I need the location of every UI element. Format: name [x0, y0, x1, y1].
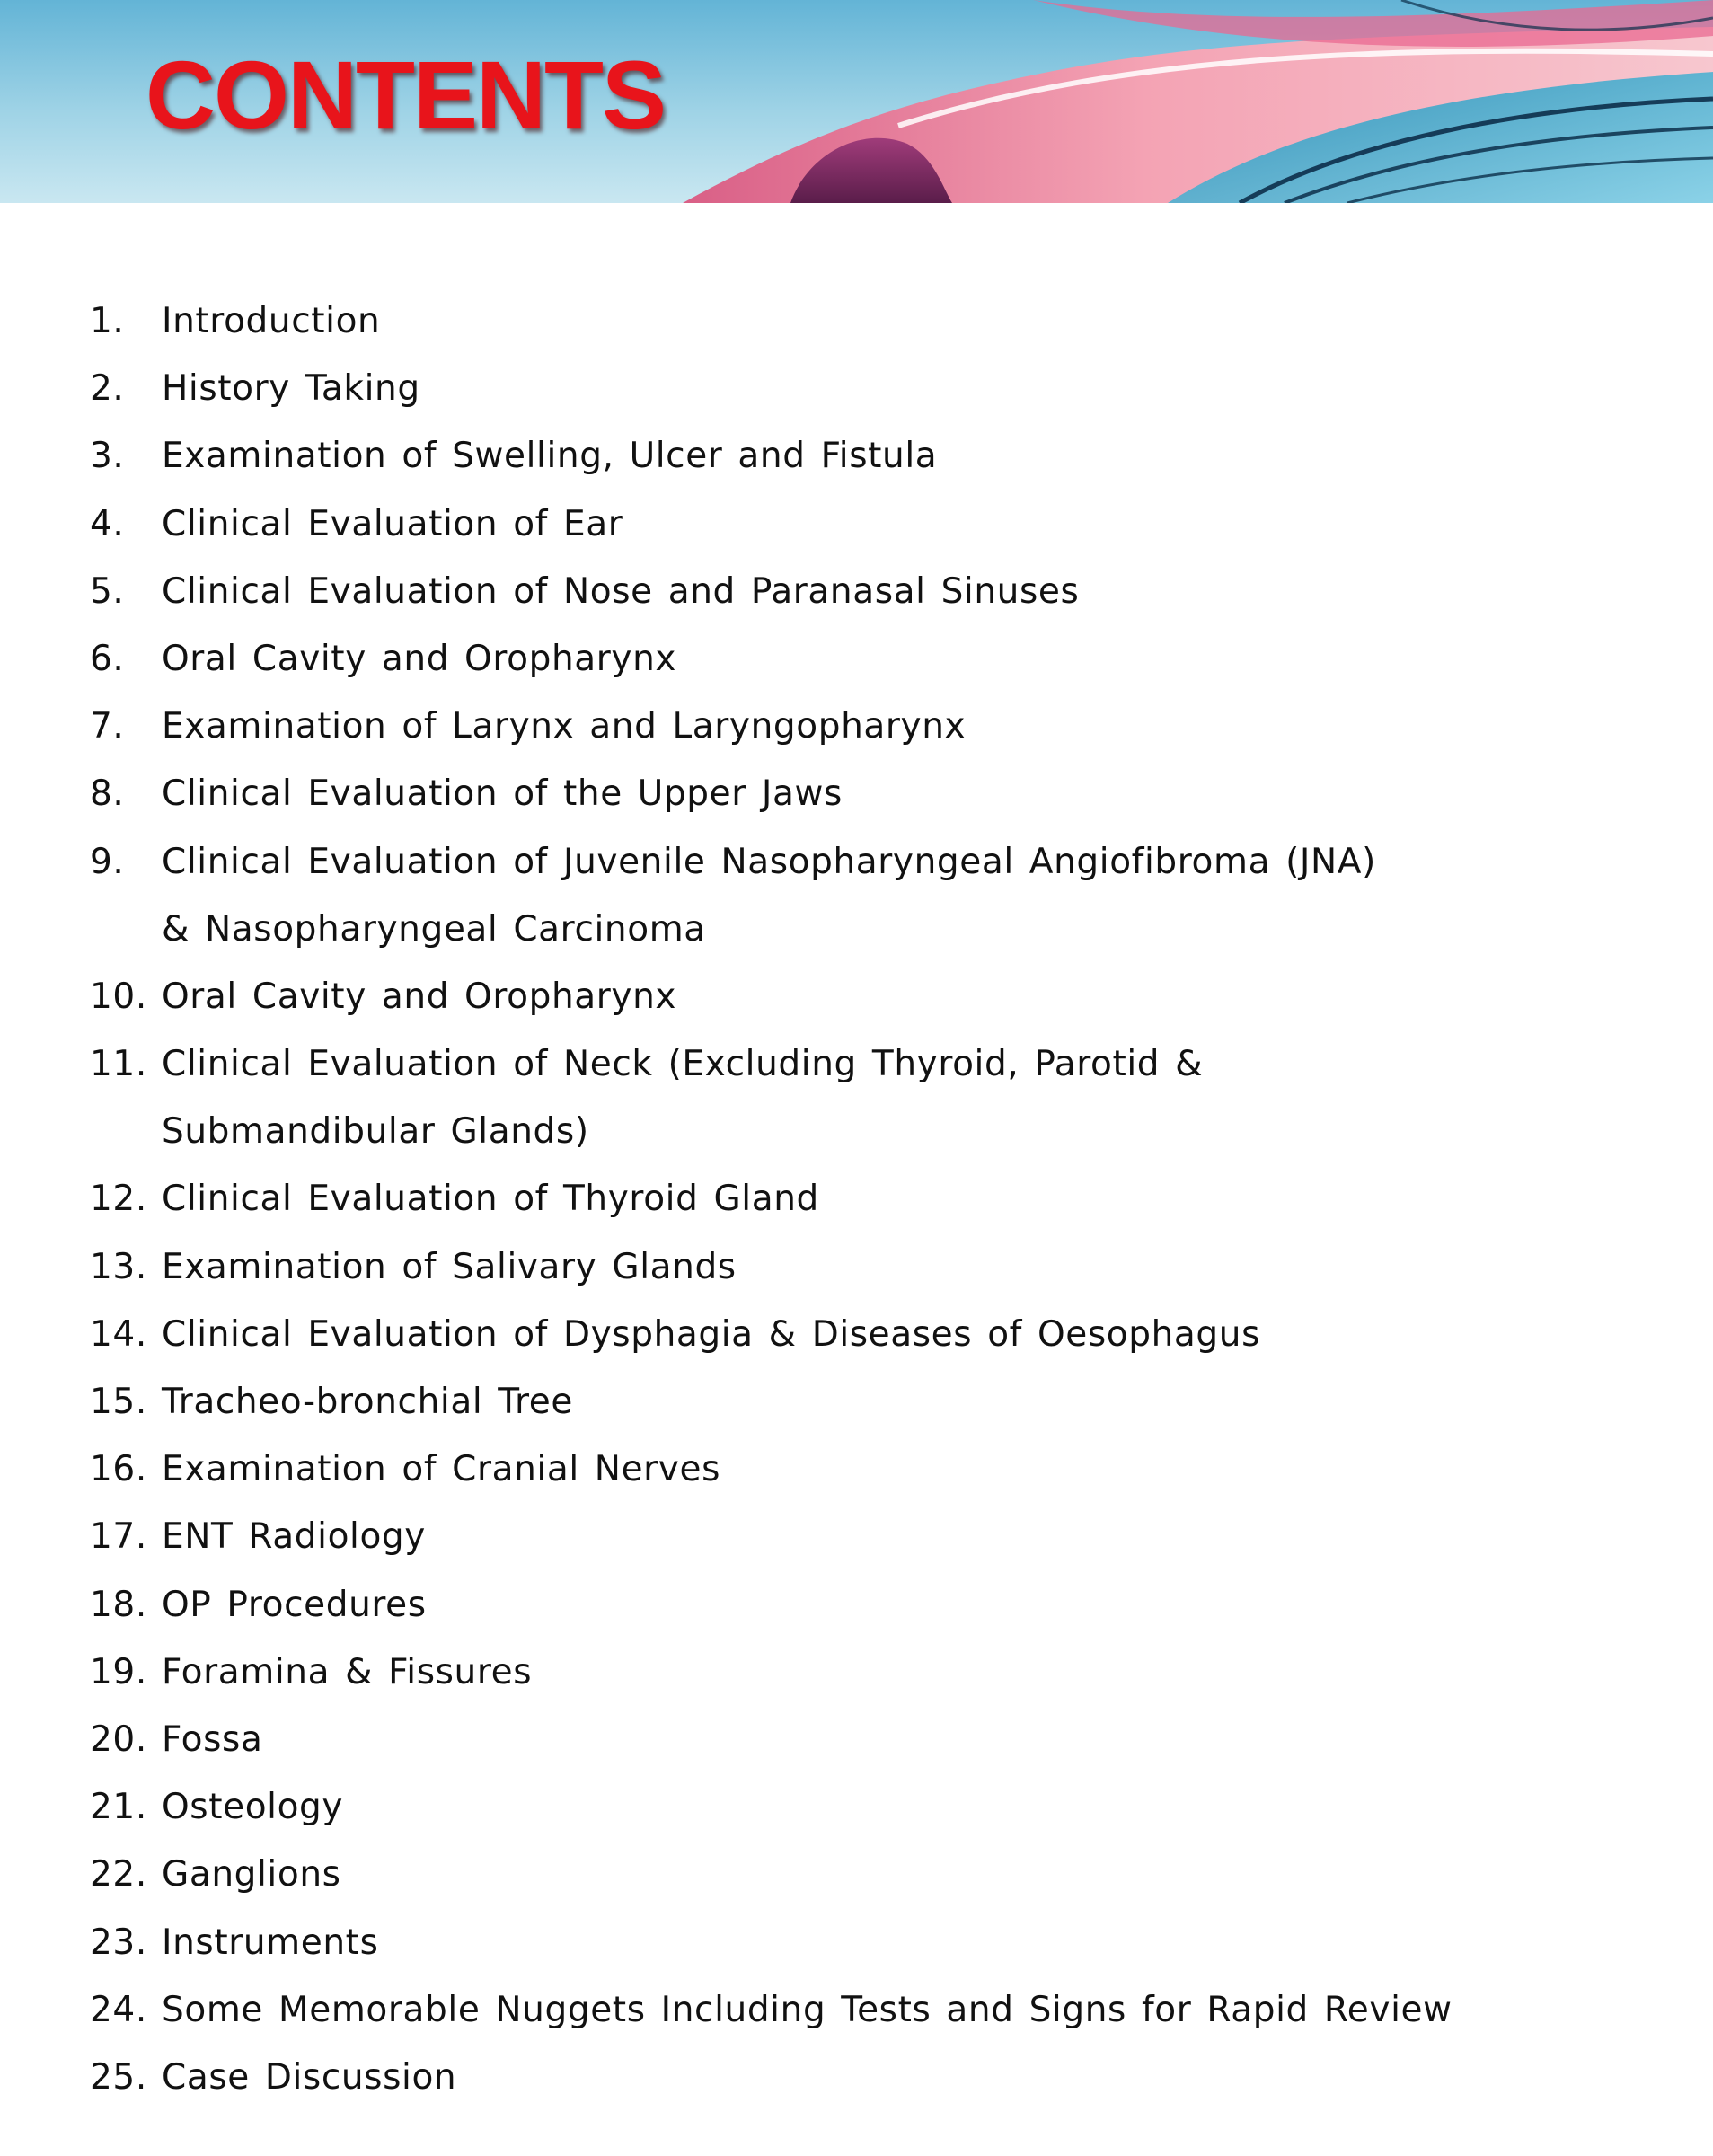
toc-line [0, 1976, 1713, 2044]
toc-entry [0, 1773, 1713, 1841]
toc-entry [0, 1165, 1713, 1233]
toc-entry-number: 21. [90, 1787, 147, 1828]
toc-line [0, 1909, 1713, 1976]
toc-line [0, 1165, 1713, 1233]
toc-entry-number: 12. [90, 1179, 147, 1220]
toc-entry-number: 16. [90, 1449, 147, 1490]
toc-entry-number: 23. [90, 1922, 147, 1963]
toc-entry [0, 1436, 1713, 1503]
toc-entry-title: Clinical Evaluation of the Upper Jaws [162, 773, 843, 815]
toc-entry-title: Clinical Evaluation of Nose and Paranasal Sinuses [162, 570, 1080, 612]
toc-line [0, 1233, 1713, 1301]
toc-entry [0, 1909, 1713, 1976]
toc-line [0, 963, 1713, 1030]
toc-entry-number: 4. [90, 503, 125, 544]
toc-line [0, 355, 1713, 422]
toc-entry [0, 287, 1713, 355]
toc-entry-title: Examination of Cranial Nerves [162, 1449, 720, 1490]
toc-entry [0, 760, 1713, 827]
toc-entry [0, 1571, 1713, 1639]
toc-entry-number: 25. [90, 2056, 147, 2098]
toc-entry-title: Ganglions [162, 1854, 341, 1895]
toc-entry-title: Examination of Larynx and Laryngopharynx [162, 706, 967, 747]
toc-entry-number: 24. [90, 1989, 147, 2030]
toc-entry-title: Fossa [162, 1719, 263, 1760]
toc-line [0, 1639, 1713, 1706]
toc-entry-number: 13. [90, 1246, 147, 1287]
toc-line [0, 896, 1713, 963]
toc-entry-number: 20. [90, 1719, 147, 1760]
toc-line [0, 422, 1713, 490]
toc-entry-title: Submandibular Glands) [162, 1111, 589, 1153]
toc-entry-title: Clinical Evaluation of Ear [162, 503, 623, 544]
toc-line [0, 1098, 1713, 1165]
toc-entry-number: 17. [90, 1516, 147, 1558]
toc-entry [0, 1841, 1713, 1908]
toc-entry [0, 625, 1713, 693]
toc-entry-number: 2. [90, 368, 125, 410]
toc-entry-title: ENT Radiology [162, 1516, 426, 1558]
toc-line [0, 1773, 1713, 1841]
toc-line [0, 1301, 1713, 1368]
toc-entry-title: Introduction [162, 301, 381, 341]
toc-entry-title: Oral Cavity and Oropharynx [162, 976, 677, 1017]
toc-line [0, 828, 1713, 896]
toc-entry-title: Clinical Evaluation of Juvenile Nasopharyngeal Angiofibroma (JNA) [162, 841, 1376, 882]
toc-entry [0, 1030, 1713, 1165]
toc-entry-title: Clinical Evaluation of Neck (Excluding Thyroid, Parotid & [162, 1044, 1204, 1085]
toc-entry-title: Tracheo-bronchial Tree [162, 1382, 573, 1422]
toc-entry-number: 22. [90, 1854, 147, 1895]
toc-entry-title: Examination of Salivary Glands [162, 1246, 737, 1287]
toc-entry-number: 3. [90, 436, 125, 477]
toc-line [0, 760, 1713, 827]
toc-line [0, 2044, 1713, 2111]
toc-entry-number: 19. [90, 1651, 147, 1692]
toc-line [0, 1368, 1713, 1436]
toc-entry [0, 355, 1713, 422]
toc-entry-title: Clinical Evaluation of Thyroid Gland [162, 1179, 819, 1220]
toc-line [0, 1436, 1713, 1503]
toc-entry-title: Instruments [162, 1922, 379, 1963]
toc-line [0, 287, 1713, 355]
toc-entry [0, 1976, 1713, 2044]
toc-entry-number: 8. [90, 773, 125, 815]
toc-entry-number: 10. [90, 976, 147, 1017]
toc-entry-title: Examination of Swelling, Ulcer and Fistula [162, 436, 938, 477]
header-banner [0, 0, 1713, 203]
toc-line [0, 1571, 1713, 1639]
page-title: CONTENTS [146, 40, 665, 149]
toc-entry-number: 15. [90, 1382, 147, 1422]
toc-entry [0, 1706, 1713, 1773]
toc-entry [0, 1301, 1713, 1368]
toc-line [0, 1503, 1713, 1570]
toc-entry-number: 9. [90, 841, 125, 882]
toc-entry-title: History Taking [162, 368, 420, 410]
toc-line [0, 1706, 1713, 1773]
toc-entry-title: & Nasopharyngeal Carcinoma [162, 908, 706, 950]
toc-entry-number: 1. [90, 301, 125, 341]
toc-entry-number: 7. [90, 706, 125, 747]
toc-entry [0, 693, 1713, 760]
toc-entry-title: OP Procedures [162, 1584, 427, 1625]
toc-entry [0, 422, 1713, 490]
toc-entry-number: 14. [90, 1313, 147, 1355]
toc-entry-title: Oral Cavity and Oropharynx [162, 638, 677, 679]
toc-entry [0, 490, 1713, 558]
toc-entry-number: 5. [90, 570, 125, 612]
toc-entry [0, 963, 1713, 1030]
toc-entry [0, 2044, 1713, 2111]
toc-line [0, 625, 1713, 693]
toc-entry-title: Case Discussion [162, 2056, 457, 2098]
toc-entry [0, 1639, 1713, 1706]
toc-entry [0, 828, 1713, 963]
toc-line [0, 1030, 1713, 1098]
toc-entry-number: 11. [90, 1044, 147, 1085]
toc-line [0, 558, 1713, 625]
toc-entry [0, 1368, 1713, 1436]
toc-entry-number: 18. [90, 1584, 147, 1625]
toc-entry [0, 1233, 1713, 1301]
toc-entry-title: Clinical Evaluation of Dysphagia & Diseases of Oesophagus [162, 1313, 1261, 1355]
toc-entry-title: Some Memorable Nuggets Including Tests and Signs for Rapid Review [162, 1989, 1453, 2030]
toc-line [0, 490, 1713, 558]
toc-entry [0, 1503, 1713, 1570]
toc-line [0, 1841, 1713, 1908]
toc-entry-number: 6. [90, 638, 125, 679]
table-of-contents [0, 287, 1713, 2111]
toc-entry-title: Foramina & Fissures [162, 1651, 533, 1692]
toc-line [0, 693, 1713, 760]
toc-entry [0, 558, 1713, 625]
toc-entry-title: Osteology [162, 1787, 344, 1828]
